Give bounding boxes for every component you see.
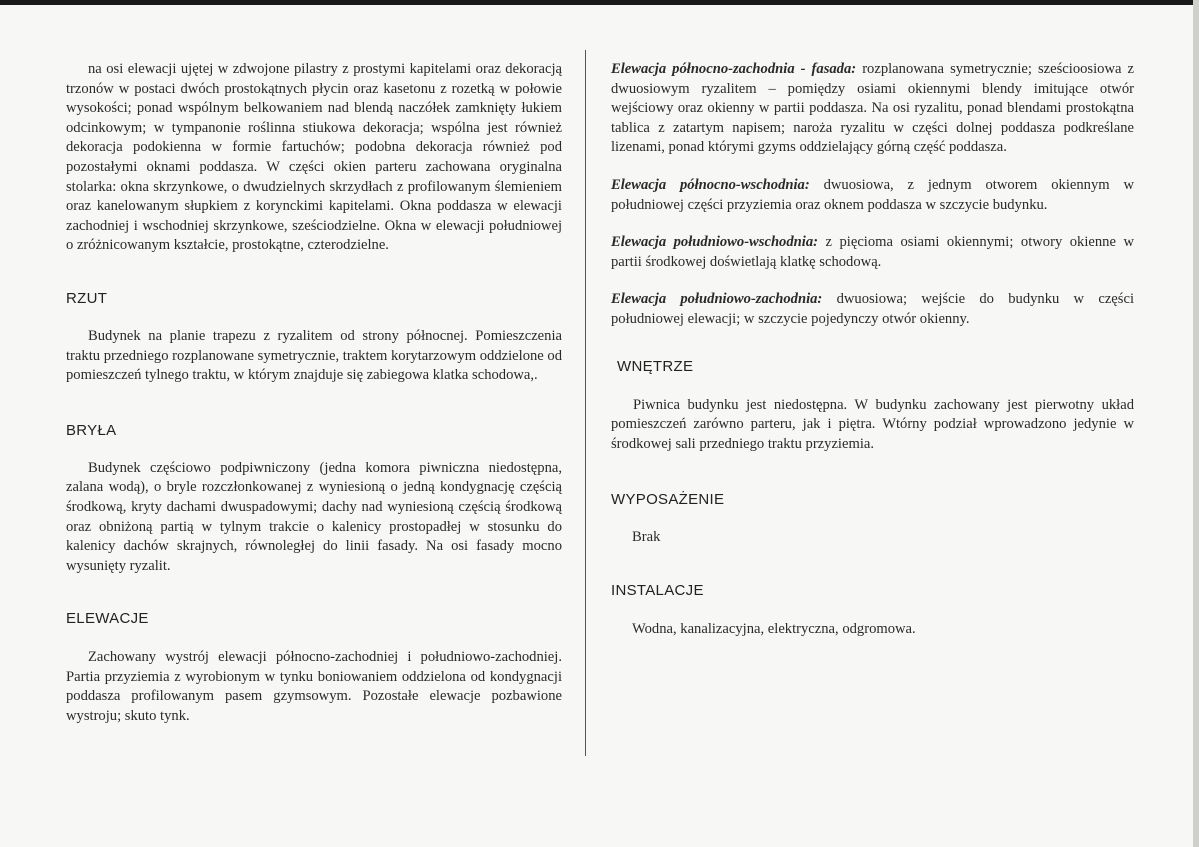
scan-top-edge [0,0,1199,5]
rzut-heading: RZUT [66,289,108,307]
elewacja-nw-text: rozplanowana symetrycznie; sześcioosiowa z dwuosiowym ryzalitem – pomiędzy osiami okiennymi blendy imitujące otwór wejściowy oraz okienny w partii poddasza. Na osi ryzalitu, ponad blendami prostokątna tablica z zatartym napisem; naroża ryzalitu w części dolnej poddasza podkreślane lizenami, ponad którymi gzyms oddzielający górną część poddasza. [611,61,1134,156]
elewacja-ne-paragraph [611,176,1134,215]
intro-paragraph: na osi elewacji ujętej w zdwojone pilastry z prostymi kapitelami oraz dekoracją trzonów w postaci dwóch prostokątnych płycin oraz kasetonu z rozetką w połowie wysokości; ponad wspólnym belkowaniem nad blendą naczółek zamknięty łukiem odcinkowym; w tympanonie roślinna stiukowa dekoracja; wspólna jest również dekoracja podokienna w formie fartuchów; podobna dekoracja również pod pozostałymi oknami poddasza. W części okien parteru zachowana oryginalna stolarka: okna skrzynkowe, o dwudzielnych skrzydłach z profilowanym ślemieniem oraz kanelowanym słupkiem z korynckimi kapitelami. Okna poddasza w elewacji zachodniej i wschodniej skrzynkowe, sześciodzielne. Okna w elewacji południowej o zróżnicowanym kształcie, prostokątne, czterodzielne. [66,61,562,254]
rzut-paragraph: Budynek na planie trapezu z ryzalitem od strony północnej. Pomieszczenia traktu przedniego rozplanowane symetrycznie, traktem korytarzowym oddzielone od pomieszczeń tylnego traktu, w którym znajduje się zabiegowa klatka schodowa,. [66,327,563,384]
wyposazenie-heading: WYPOSAŻENIE [611,491,725,509]
left-column [66,60,562,727]
elewacja-se-label: Elewacja południowo-wschodnia: [611,234,818,251]
elewacja-nw-label: Elewacja północno-zachodnia - fasada: [611,61,857,77]
right-column [611,60,1134,640]
column-divider [585,50,586,756]
instalacje-paragraph: Wodna, kanalizacyjna, elektryczna, odgromowa. [632,620,916,637]
elewacje-heading: ELEWACJE [66,610,149,628]
elewacja-sw-paragraph [611,290,1134,329]
bryla-paragraph: Budynek częściowo podpiwniczony (jedna komora piwniczna niedostępna, zalana wodą), o bryle rozczłonkowanej z wyniesioną o jedną kondygnację częścią środkową, kryty dachami dwuspadowymi; dachy nad wyniesioną częścią środkową oraz obniżoną partią w tylnym trakcie o kalenicy prostopadłej w stosunku do kalenicy dachów skrajnych, równoległej do linii fasady. Na osi fasady mocno wysunięty ryzalit. [66,459,562,574]
elewacja-ne-label: Elewacja północno-wschodnia: [611,176,810,193]
bryla-heading: BRYŁA [66,421,117,439]
elewacja-nw-paragraph [611,60,1134,158]
wyposazenie-paragraph: Brak [632,529,661,546]
instalacje-heading: INSTALACJE [611,581,704,599]
wnetrze-paragraph: Piwnica budynku jest niedostępna. W budynku zachowany jest pierwotny układ pomieszczeń zarówno parteru, jak i piętra. Wtórny podział wprowadzono jedynie w środkowej sali przedniego traktu przyziemia. [611,396,1134,452]
elewacja-se-paragraph [611,233,1134,272]
elewacje-paragraph: Zachowany wystrój elewacji północno-zachodniej i południowo-zachodniej. Partia przyziemia z wyrobionym w tynku boniowaniem oddzielona od kondygnacji poddasza profilowanym pasem gzymsowym. Pozostałe elewacje pozbawione wystroju; skuto tynk. [66,649,562,725]
scan-right-edge [1193,0,1199,847]
elewacja-sw-text: dwuosiowa; wejście do budynku w części południowej elewacji; w szczycie pojedynczy otwór okienny. [611,291,1134,327]
elewacja-ne-text: dwuosiowa, z jednym otworem okiennym w południowej części przyziemia oraz oknem poddasza w szczycie budynku. [611,176,1134,213]
wnetrze-heading: WNĘTRZE [617,357,694,375]
elewacja-sw-label: Elewacja południowo-zachodnia: [611,291,823,308]
elewacja-se-text: z pięcioma osiami okiennymi; otwory okienne w partii środkowej doświetlają klatkę schodową. [611,234,1134,270]
